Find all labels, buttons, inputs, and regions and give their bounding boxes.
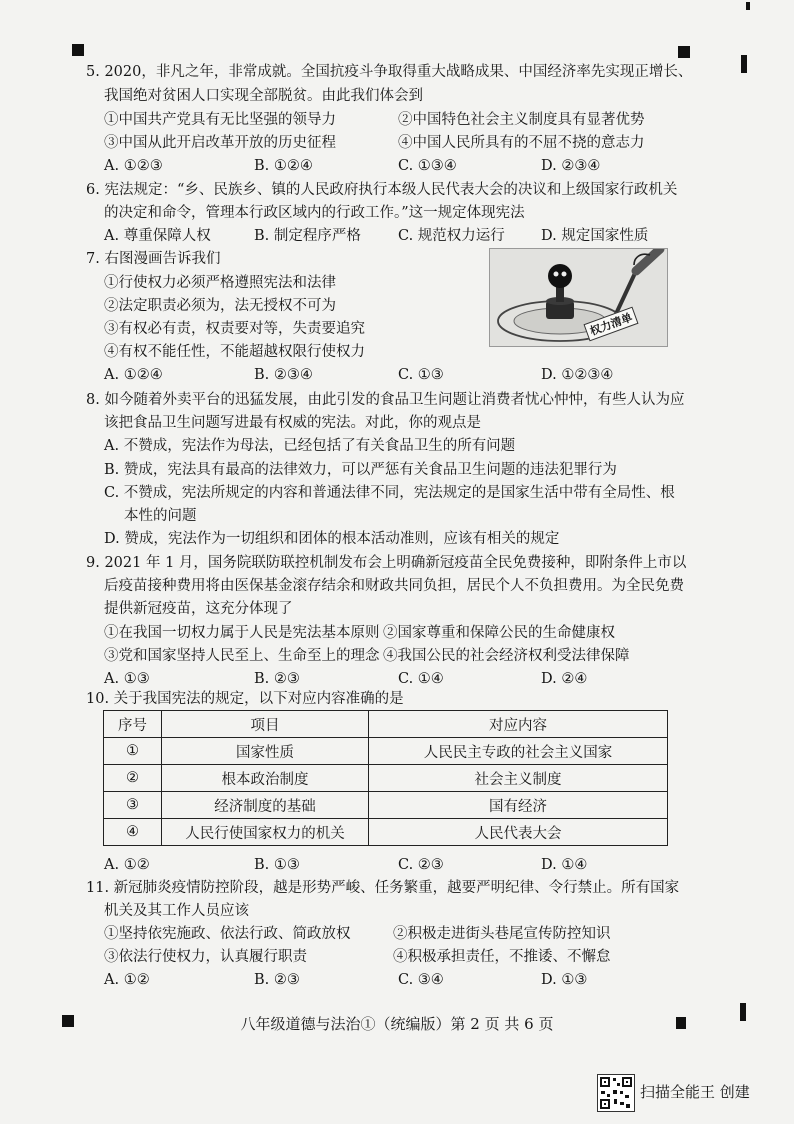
table-cell: 社会主义制度 — [369, 765, 668, 792]
q11-option-c: C. ③④ — [398, 972, 444, 988]
table-header-cell: 项目 — [162, 711, 369, 738]
q10-option-d: D. ①④ — [541, 857, 588, 873]
q10-option-a: A. ①② — [104, 857, 150, 873]
q9-option-c: C. ①④ — [398, 671, 444, 687]
q8-option-a: A. 不赞成，宪法作为母法，已经包括了有关食品卫生的所有问题 — [104, 438, 516, 454]
q7-cartoon-image — [489, 248, 668, 347]
q8-stem-line1: 8. 如今随着外卖平台的迅猛发展，由此引发的食品卫生问题让消费者忧心忡忡，有些人认为应 — [86, 392, 685, 408]
q7-option-a: A. ①②④ — [104, 367, 163, 383]
table-cell: 人民代表大会 — [369, 819, 668, 846]
q11-option-b: B. ②③ — [254, 972, 300, 988]
q7-option-b: B. ②③④ — [254, 367, 313, 383]
table-header-cell: 对应内容 — [369, 711, 668, 738]
registration-mark-top-right — [678, 46, 690, 58]
q9-stem-line3: 提供新冠疫苗，这充分体现了 — [104, 601, 293, 617]
q11-item-4: ④积极承担责任，不推诿、不懈怠 — [393, 949, 611, 965]
table-cell: ③ — [104, 792, 162, 819]
q10-option-b: B. ①③ — [254, 857, 300, 873]
q9-item-2: ②国家尊重和保障公民的生命健康权 — [383, 625, 615, 641]
q7-item-2: ②法定职责必须为，法无授权不可为 — [104, 298, 336, 314]
table-cell: 根本政治制度 — [162, 765, 369, 792]
q9-option-a: A. ①③ — [104, 671, 150, 687]
q5-item-4: ④中国人民所具有的不屈不挠的意志力 — [398, 135, 645, 151]
q8-option-c-line2: 本性的问题 — [124, 508, 197, 524]
table-cell: ② — [104, 765, 162, 792]
q9-item-4: ④我国公民的社会经济权利受法律保障 — [383, 648, 630, 664]
page-footer: 八年级道德与法治①（统编版）第 2 页 共 6 页 — [240, 1015, 554, 1033]
table-cell: 人民民主专政的社会主义国家 — [369, 738, 668, 765]
q5-item-1: ①中国共产党具有无比坚强的领导力 — [104, 112, 336, 128]
q10-stem: 10. 关于我国宪法的规定，以下对应内容准确的是 — [86, 691, 404, 707]
table-cell: ④ — [104, 819, 162, 846]
edge-mark-top-right — [741, 55, 747, 73]
q8-stem-line2: 该把食品卫生问题写进最有权威的宪法。对此，你的观点是 — [104, 415, 481, 431]
q7-option-d: D. ①②③④ — [541, 367, 614, 383]
q8-option-c-line1: C. 不赞成，宪法所规定的内容和普通法律不同，宪法规定的是国家生活中带有全局性、根 — [104, 485, 675, 501]
q6-option-d: D. 规定国家性质 — [541, 228, 649, 244]
q10-option-c: C. ②③ — [398, 857, 444, 873]
qr-code-icon — [597, 1074, 635, 1112]
q6-option-b: B. 制定程序严格 — [254, 228, 361, 244]
scanner-watermark: 扫描全能王 创建 — [640, 1083, 750, 1101]
table-header-cell: 序号 — [104, 711, 162, 738]
q9-option-d: D. ②④ — [541, 671, 588, 687]
q7-item-4: ④有权不能任性，不能超越权限行使权力 — [104, 344, 365, 360]
q5-item-3: ③中国从此开启改革开放的历史征程 — [104, 135, 336, 151]
q10-table — [103, 710, 668, 846]
q11-item-3: ③依法行使权力，认真履行职责 — [104, 949, 307, 965]
q7-item-3: ③有权必有责，权责要对等，失责要追究 — [104, 321, 365, 337]
table-row — [104, 738, 668, 765]
q5-option-b: B. ①②④ — [254, 158, 313, 174]
table-row — [104, 792, 668, 819]
q9-stem-line1: 9. 2021 年 1 月，国务院联防联控机制发布会上明确新冠疫苗全民免费接种，即附条件上市以 — [86, 555, 687, 571]
table-cell: 国家性质 — [162, 738, 369, 765]
q5-option-a: A. ①②③ — [104, 158, 163, 174]
q11-item-1: ①坚持依宪施政、依法行政、简政放权 — [104, 926, 351, 942]
q5-item-2: ②中国特色社会主义制度具有显著优势 — [398, 112, 645, 128]
q7-item-1: ①行使权力必须严格遵照宪法和法律 — [104, 275, 336, 291]
q6-stem-line2: 的决定和命令，管理本行政区域内的行政工作。”这一规定体现宪法 — [104, 205, 525, 221]
table-header-row — [104, 711, 668, 738]
q11-option-d: D. ①③ — [541, 972, 588, 988]
table-cell: 人民行使国家权力的机关 — [162, 819, 369, 846]
q7-cartoon-label: 权力清单 — [583, 307, 638, 342]
edge-mark-top-right-small — [746, 2, 750, 10]
registration-mark-top-left — [72, 44, 84, 56]
table-cell: ① — [104, 738, 162, 765]
q9-option-b: B. ②③ — [254, 671, 300, 687]
table-row — [104, 819, 668, 846]
q11-stem-line1: 11. 新冠肺炎疫情防控阶段，越是形势严峻、任务繁重，越要严明纪律、令行禁止。所有国家 — [86, 880, 680, 896]
q7-option-c: C. ①③ — [398, 367, 444, 383]
q9-item-3: ③党和国家坚持人民至上、生命至上的理念 — [104, 648, 380, 664]
q11-option-a: A. ①② — [104, 972, 150, 988]
q7-cartoon-drawing — [490, 249, 667, 346]
q7-stem: 7. 右图漫画告诉我们 — [86, 251, 221, 267]
q11-stem-line2: 机关及其工作人员应该 — [104, 903, 249, 919]
q6-option-a: A. 尊重保障人权 — [104, 228, 211, 244]
q8-option-d: D. 赞成，宪法作为一切组织和团体的根本活动准则，应该有相关的规定 — [104, 531, 560, 547]
q5-option-d: D. ②③④ — [541, 158, 601, 174]
q9-item-1: ①在我国一切权力属于人民是宪法基本原则 — [104, 625, 380, 641]
table-row — [104, 765, 668, 792]
q11-item-2: ②积极走进街头巷尾宣传防控知识 — [393, 926, 611, 942]
table-cell: 国有经济 — [369, 792, 668, 819]
q5-option-c: C. ①③④ — [398, 158, 457, 174]
q6-option-c: C. 规范权力运行 — [398, 228, 505, 244]
q8-option-b: B. 赞成，宪法具有最高的法律效力，可以严惩有关食品卫生问题的违法犯罪行为 — [104, 462, 617, 478]
q9-stem-line2: 后疫苗接种费用将由医保基金滚存结余和财政共同负担，居民个人不负担费用。为全民免费 — [104, 578, 684, 594]
q5-stem-line2: 我国绝对贫困人口实现全部脱贫。由此我们体会到 — [104, 88, 423, 104]
q6-stem-line1: 6. 宪法规定：“乡、民族乡、镇的人民政府执行本级人民代表大会的决议和上级国家行政机关 — [86, 182, 678, 198]
q5-stem-line1: 5. 2020，非凡之年，非常成就。全国抗疫斗争取得重大战略成果、中国经济率先实现正增长、 — [86, 64, 693, 80]
table-cell: 经济制度的基础 — [162, 792, 369, 819]
